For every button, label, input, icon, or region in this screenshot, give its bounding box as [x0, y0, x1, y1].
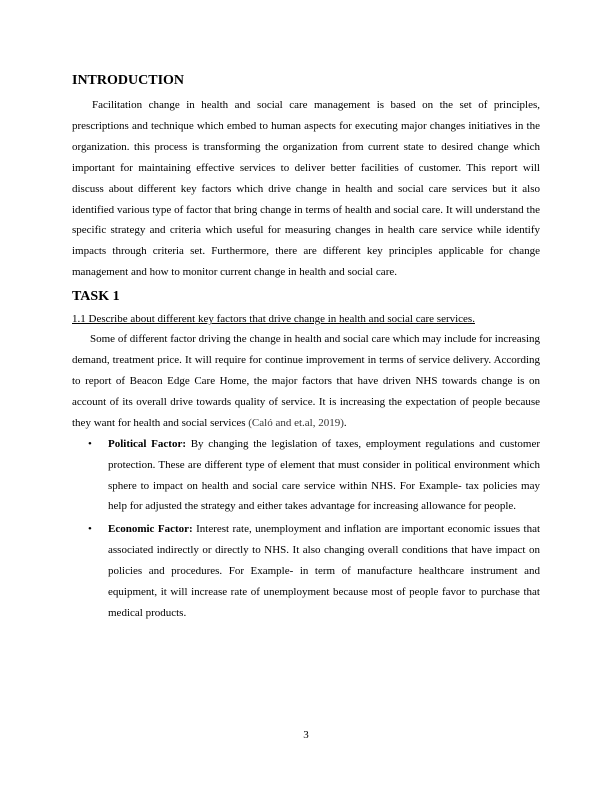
citation: (Caló and et.al, 2019) — [248, 416, 344, 429]
economic-factor-label: Economic Factor: — [108, 523, 193, 536]
bullet-icon: • — [88, 523, 92, 536]
introduction-heading: INTRODUCTION — [72, 73, 185, 88]
bullet-icon: • — [88, 437, 92, 450]
document-page — [72, 70, 540, 626]
task-1-paragraph — [72, 329, 540, 434]
citation-period: . — [343, 416, 347, 429]
task-1-subheading: 1.1 Describe about different key factors that drive change in health and social care services. — [72, 313, 475, 326]
political-factor-text: By changing the legislation of taxes, employment regulations and customer protection. These are different type of element that must consider in political environment which sphere to impact on health and social care service within NHS. For Example- tax policies may help for adjusted the strategy and either takes advantage for increasing allowance for people. — [108, 437, 540, 513]
introduction-paragraph: Facilitation change in health and social care management is based on the set of principles, prescriptions and technique which embed to human aspects for executing major changes initiatives in the organization. this process is transforming the organization from current state to desired change which important for maintaining effective services to deliver better facilities of customer. This report will discuss about different key factors which drive change in health and social care services but it also identified various type of factor that bring change in terms of health and social care. It will understand the specific strategy and criteria which useful for measuring changes in health care service while identify impacts through criteria set. Furthermore, there are different key principles applicable for change management and how to monitor current change in health and social care. — [72, 99, 540, 279]
page-number: 3 — [303, 729, 309, 741]
task-1-heading: TASK 1 — [72, 289, 120, 305]
task-1-paragraph-text: Some of different factor driving the change in health and social care which may include for increasing demand, treatment price. It will require for continue improvement in terms of service delivery. According to report of Beacon Edge Care Home, the major factors that have driven NHS towards change is on account of its overall drive towards quality of service. It is increasing the expectation of people because they want for health and social services — [72, 333, 540, 429]
political-factor-label: Political Factor: — [108, 437, 186, 450]
list-item-political-factor — [72, 434, 540, 518]
economic-factor-text: Interest rate, unemployment and inflation are important economic issues that associated indirectly or directly to NHS. It also changing overall conditions that have impact on policies and procedures. For Example- in term of manufacture healthcare instrument and equipment, it will increase rate of unemployment because most of people favor to purchase that medical products. — [108, 523, 541, 619]
factor-list — [72, 434, 540, 624]
list-item-economic-factor — [72, 519, 540, 624]
